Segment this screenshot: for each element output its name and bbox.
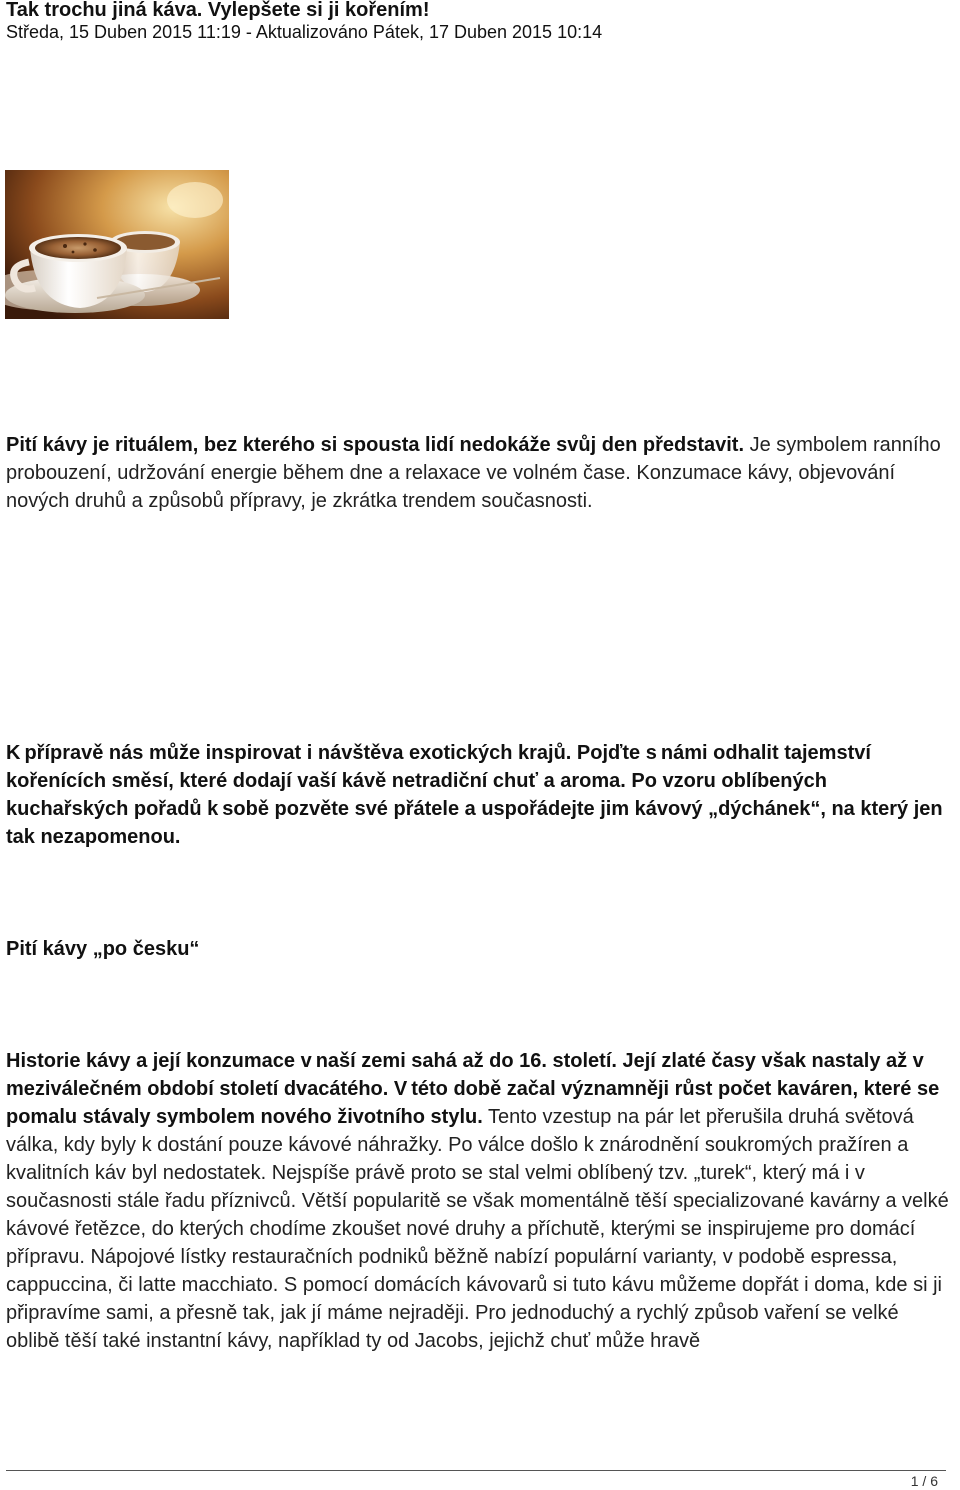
footer-divider [6, 1470, 946, 1471]
intro-bold-text: Pití kávy je rituálem, bez kterého si spousta lidí nedokáže svůj den představit. [6, 434, 745, 456]
coffee-cups-photo [5, 170, 229, 319]
article-title: Tak trochu jiná káva. Vylepšete si ji kořením! [6, 0, 430, 21]
subheading-text: Pití kávy „po česku“ [6, 938, 200, 960]
history-bold-text: Historie kávy a její konzumace v naší zemi sahá až do 16. století. Její zlaté časy však nastaly až v meziválečném období století dvacátého. V této době začal významněji růst počet kaváren, které se pomalu stávaly symbolem nového životního stylu. [6, 1050, 940, 1128]
article-date-meta: Středa, 15 Duben 2015 11:19 - Aktualizováno Pátek, 17 Duben 2015 10:14 [6, 22, 603, 42]
page-number: 1 / 6 [910, 1473, 938, 1489]
history-paragraph [6, 1047, 951, 1355]
inspiration-paragraph [6, 739, 951, 851]
history-normal-text: Tento vzestup na pár let přerušila druhá světová válka, kdy byly k dostání pouze kávové náhražky. Po válce došlo k znárodnění soukromých pražíren a kvalitních káv byl nedostatek. Nejspíše právě proto se stal velmi oblíbený tzv. „turek“, který má i v současnosti stále řadu příznivců. Větší popularitě se však momentálně těší specializované kavárny a velké kávové řetězce, do kterých chodíme zkoušet nové druhy a příchutě, kterými se inspirujeme pro domácí přípravu. Nápojové lístky restauračních podniků běžně nabízí populární varianty, v podobě espressa, cappuccina, či latte macchiato. S pomocí domácích kávovarů si tuto kávu můžeme dopřát i doma, kde si ji připravíme sami, a přesně tak, jak jí máme nejraději. Pro jednoduchý a rychlý způsob vaření se velké oblibě těší také instantní kávy, například ty od Jacobs, jejichž chuť může hravě [6, 1106, 949, 1352]
intro-normal-text: Je symbolem ranního probouzení, udržování energie během dne a relaxace ve volném čase. Konzumace kávy, objevování nových druhů a způsobů přípravy, je zkrátka trendem současnosti. [6, 434, 941, 512]
intro-paragraph [6, 431, 951, 515]
section-subheading [6, 935, 951, 963]
inspiration-bold-text: K přípravě nás může inspirovat i návštěva exotických krajů. Pojďte s námi odhalit tajemství kořenících směsí, které dodají vaší kávě netradiční chuť a aroma. Po vzoru oblíbených kuchařských pořadů k sobě pozvěte své přátele a uspořádejte jim kávový „dýchánek“, na který jen tak nezapomenou. [6, 742, 943, 848]
